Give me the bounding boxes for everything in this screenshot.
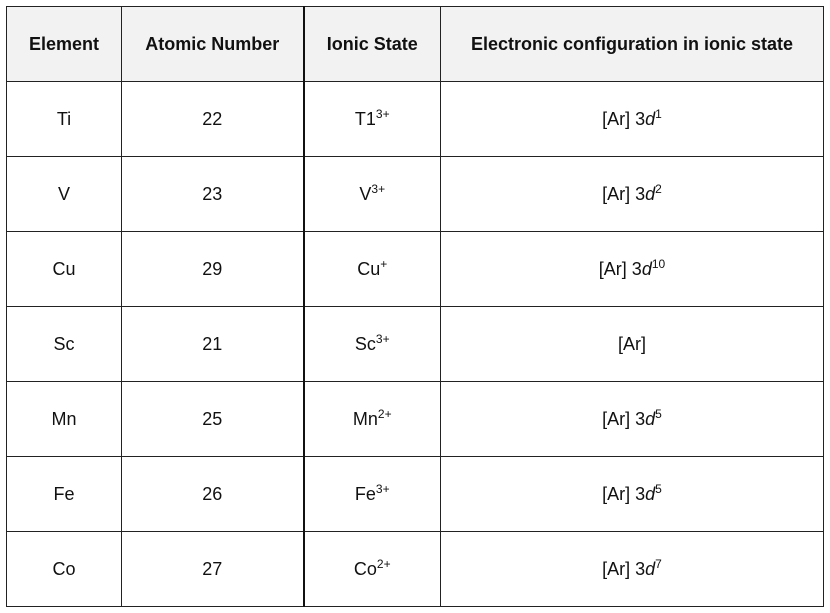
ionic-state-cell: [304, 82, 441, 157]
configuration-cell: [441, 382, 824, 457]
ionic-state-cell: [304, 232, 441, 307]
element-cell: [7, 307, 122, 382]
config-electrons: 1: [655, 106, 662, 121]
configuration-cell: [441, 82, 824, 157]
atomic-number-cell: [122, 82, 304, 157]
config-core: [Ar] 3: [602, 408, 646, 429]
ionic-state-cell: [304, 532, 441, 607]
atomic-number-cell: [122, 532, 304, 607]
ion-charge: 3+: [375, 106, 390, 121]
atomic-number: 25: [202, 408, 223, 429]
configuration-cell: [441, 307, 824, 382]
config-orbital: d: [645, 558, 656, 579]
atomic-number: 27: [202, 558, 223, 579]
config-core: [Ar]: [617, 333, 646, 354]
config-orbital: d: [645, 408, 656, 429]
element-cell: [7, 157, 122, 232]
element-symbol: Fe: [53, 483, 75, 504]
element-symbol: V: [57, 183, 70, 204]
ion-configuration-table: [6, 6, 824, 607]
header-ionic-state: Ionic State: [304, 7, 441, 82]
table-row: [7, 457, 824, 532]
ion-charge: 2+: [377, 406, 392, 421]
atomic-number: 23: [202, 183, 223, 204]
table-header: [7, 7, 824, 82]
config-orbital: d: [645, 483, 656, 504]
ion-symbol: Mn: [352, 408, 378, 429]
atomic-number: 29: [202, 258, 223, 279]
table-row: [7, 382, 824, 457]
config-electrons: 2: [655, 181, 662, 196]
config-electrons: 5: [655, 481, 662, 496]
ionic-state-cell: [304, 157, 441, 232]
ion-symbol: Cu: [357, 258, 381, 279]
header-row: [7, 7, 824, 82]
element-cell: [7, 457, 122, 532]
config-orbital: d: [645, 183, 656, 204]
atomic-number: 22: [202, 108, 223, 129]
ionic-state-cell: [304, 457, 441, 532]
ion-symbol: Sc: [354, 333, 376, 354]
header-atomic-number: Atomic Number: [122, 7, 304, 82]
config-electrons: 7: [655, 556, 662, 571]
element-cell: [7, 382, 122, 457]
config-orbital: d: [641, 258, 652, 279]
table-row: [7, 307, 824, 382]
ion-symbol: V: [359, 183, 372, 204]
config-core: [Ar] 3: [602, 483, 646, 504]
ion-symbol: T1: [354, 108, 376, 129]
ion-charge: 3+: [371, 181, 386, 196]
ion-symbol: Co: [353, 558, 377, 579]
ionic-state-cell: [304, 307, 441, 382]
ion-charge: +: [380, 256, 388, 271]
table-body: [7, 82, 824, 607]
atomic-number-cell: [122, 457, 304, 532]
config-core: [Ar] 3: [598, 258, 642, 279]
configuration-cell: [441, 157, 824, 232]
ion-symbol: Fe: [354, 483, 376, 504]
config-core: [Ar] 3: [602, 183, 646, 204]
element-symbol: Mn: [51, 408, 77, 429]
configuration-cell: [441, 532, 824, 607]
element-symbol: Ti: [56, 108, 72, 129]
element-cell: [7, 232, 122, 307]
element-cell: [7, 82, 122, 157]
table-row: [7, 157, 824, 232]
ion-charge: 3+: [375, 331, 390, 346]
config-core: [Ar] 3: [602, 558, 646, 579]
config-electrons: 5: [655, 406, 662, 421]
element-symbol: Sc: [53, 333, 75, 354]
header-element: Element: [7, 7, 122, 82]
ion-charge: 3+: [375, 481, 390, 496]
configuration-cell: [441, 457, 824, 532]
config-core: [Ar] 3: [602, 108, 646, 129]
ionic-state-cell: [304, 382, 441, 457]
table-row: [7, 82, 824, 157]
atomic-number: 26: [202, 483, 223, 504]
table-row: [7, 232, 824, 307]
atomic-number-cell: [122, 307, 304, 382]
table-row: [7, 532, 824, 607]
atomic-number-cell: [122, 382, 304, 457]
element-symbol: Co: [52, 558, 76, 579]
atomic-number-cell: [122, 157, 304, 232]
config-electrons: 10: [651, 256, 666, 271]
configuration-cell: [441, 232, 824, 307]
element-symbol: Cu: [52, 258, 76, 279]
config-orbital: d: [645, 108, 656, 129]
atomic-number: 21: [202, 333, 223, 354]
ion-charge: 2+: [376, 556, 391, 571]
element-cell: [7, 532, 122, 607]
header-electronic-configuration: Electronic configuration in ionic state: [441, 7, 824, 82]
atomic-number-cell: [122, 232, 304, 307]
